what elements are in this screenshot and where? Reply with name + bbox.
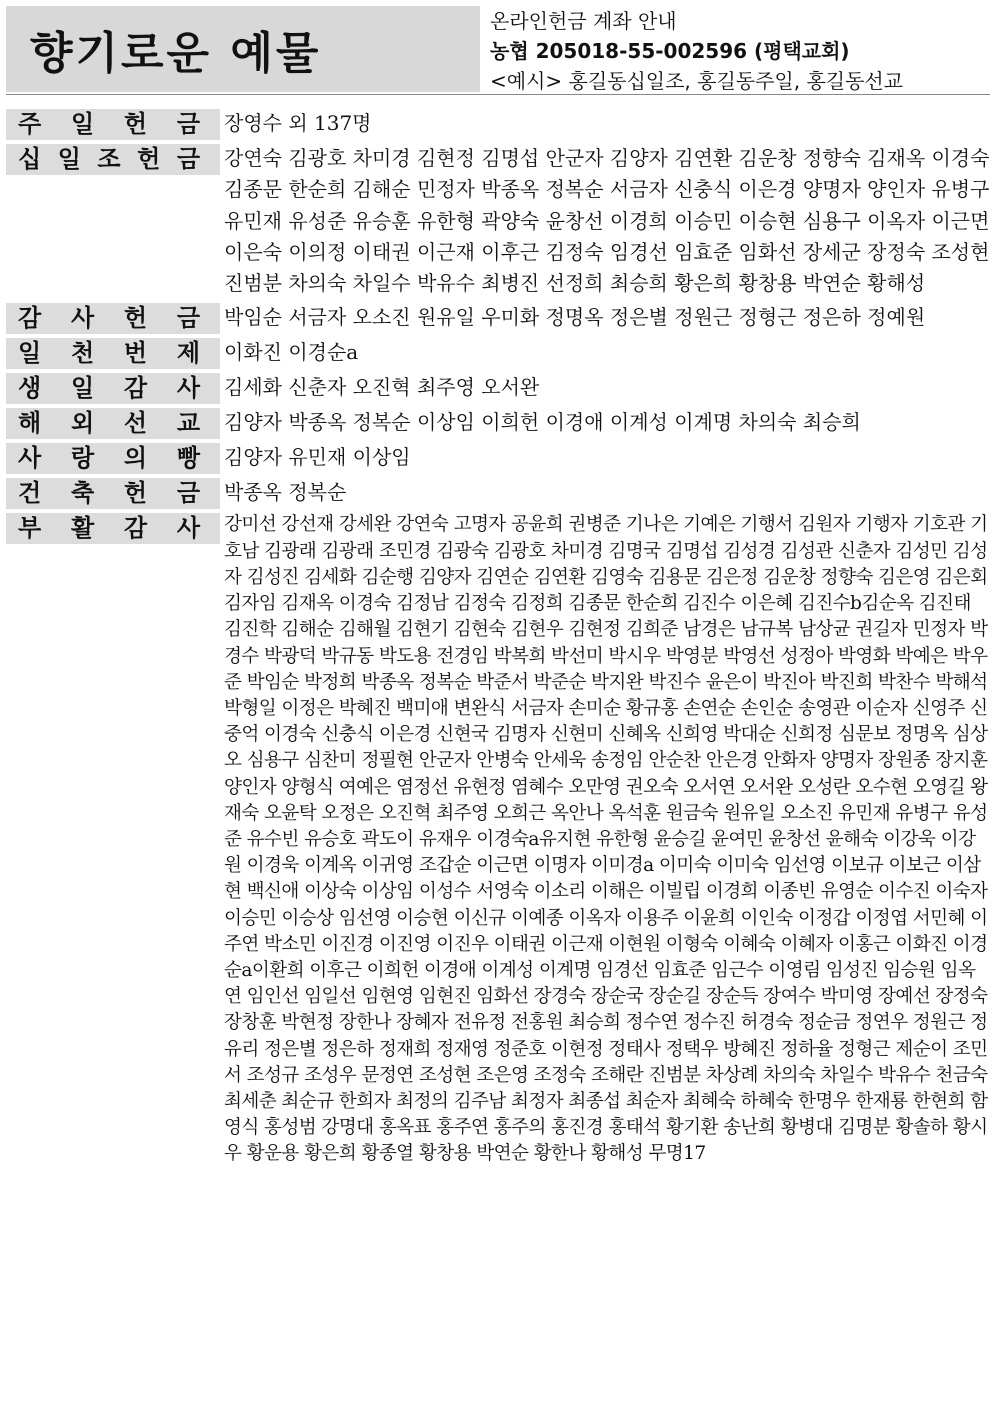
label-char: 헌 bbox=[123, 304, 148, 333]
online-offering-account-info bbox=[490, 6, 990, 96]
label-char: 주 bbox=[18, 110, 42, 138]
section-easter bbox=[6, 512, 990, 1167]
label-char: 건 bbox=[18, 479, 42, 508]
account-info-heading: 온라인헌금 계좌 안내 bbox=[490, 9, 677, 33]
section-label bbox=[6, 303, 220, 334]
section-names: 박임순 서금자 오소진 원유일 우미화 정명옥 정은별 정원근 정형근 정은하 정예원 bbox=[224, 305, 926, 330]
section-label bbox=[6, 443, 220, 474]
label-char: 십 bbox=[18, 145, 42, 173]
section-tithe bbox=[6, 143, 990, 299]
label-char: 사 bbox=[176, 514, 200, 543]
label-char: 금 bbox=[176, 110, 200, 138]
section-names: 장영수 외 137명 bbox=[224, 111, 372, 135]
label-char: 일 bbox=[70, 374, 95, 403]
section-label bbox=[6, 408, 220, 439]
section-names: 이화진 이경순a bbox=[224, 340, 359, 365]
label-char: 제 bbox=[176, 339, 200, 368]
label-char: 헌 bbox=[123, 110, 148, 138]
section-label bbox=[6, 478, 220, 509]
label-char: 사 bbox=[70, 304, 95, 333]
label-char: 조 bbox=[97, 145, 121, 173]
section-birthday bbox=[6, 372, 990, 404]
section-names: 김양자 박종옥 정복순 이상임 이희헌 이경애 이계성 이계명 차의숙 최승희 bbox=[224, 410, 861, 435]
section-label bbox=[6, 513, 220, 544]
label-char: 헌 bbox=[123, 479, 148, 508]
section-building bbox=[6, 477, 990, 509]
header-divider bbox=[6, 94, 990, 95]
label-char: 사 bbox=[18, 444, 42, 473]
label-char: 해 bbox=[18, 409, 42, 438]
label-char: 축 bbox=[70, 479, 95, 508]
account-example: <예시> 홍길동십일조, 홍길동주일, 홍길동선교 bbox=[490, 69, 904, 93]
section-label bbox=[6, 109, 220, 140]
section-thanks bbox=[6, 302, 990, 334]
label-char: 일 bbox=[57, 145, 81, 173]
label-char: 일 bbox=[18, 339, 42, 368]
label-char: 사 bbox=[176, 374, 200, 403]
label-char: 천 bbox=[70, 339, 95, 368]
offering-sections bbox=[6, 108, 990, 1168]
label-char: 랑 bbox=[70, 444, 95, 473]
label-char: 금 bbox=[176, 145, 200, 173]
section-thousand bbox=[6, 337, 990, 369]
section-names: 박종옥 정복순 bbox=[224, 480, 347, 505]
label-char: 생 bbox=[18, 374, 42, 403]
label-char: 활 bbox=[70, 514, 95, 543]
label-char: 부 bbox=[18, 514, 42, 543]
label-char: 번 bbox=[123, 339, 148, 368]
section-names: 강미선 강선재 강세완 강연숙 고명자 공윤희 권병준 기나은 기예은 기행서 김원자 기행자 기호관 기호남 김광래 김광래 조민경 김광숙 김광호 차미경 김명국 김명섭 김성경 김성관 신춘자 김성민 김성자 김성진 김세화 김순행 김양자 김연순 김연환 김영숙 김용문 김은정 김운창 정향숙 김은영 김은회 김자임 김재옥 이경숙 김정남 김정숙 김정희 김종문 한순희 김진수 이은혜 김진수b김순옥 김진태 김진학 김해순 김해월 김현기 김현숙 김현우 김현정 김희준 남경은 남규복 남상균 권길자 민정자 박경수 박광덕 박규동 박도용 전경임 박복희 박선미 박시우 박영분 박영선 성정아 박영화 박예은 박우준 박임순 박정희 박종옥 정복순 박준서 박준순 박지완 박진수 윤은이 박진아 박진희 박찬수 박해석 박형일 이정은 박혜진 백미애 변완식 서금자 손미순 황규홍 손연순 손인순 송영관 이순자 신영주 신중억 이경숙 신충식 이은경 신현국 김명자 신현미 신혜옥 신희영 박대순 신희정 심문보 정명옥 심상오 심용구 심찬미 정필현 안군자 안병숙 안세욱 송정임 안순찬 안은경 안화자 양명자 장원종 장지훈 양인자 양형식 여예은 염정선 유현정 염혜수 오만영 권오숙 오서연 오서완 오성란 오수현 오영길 왕재숙 오윤탁 오정은 오진혁 최주영 오희근 옥안나 옥석훈 원금숙 원유일 오소진 유민재 유병구 유성준 유수빈 유승호 곽도이 유재우 이경숙a유지현 유한형 윤승길 윤여민 윤창선 윤해숙 이강욱 이강원 이경욱 이계옥 이귀영 조갑순 이근면 이명자 이미경a 이미숙 이미숙 임선영 이보규 이보근 이삼현 백신애 이상숙 이상임 이성수 서영숙 이소리 이해은 이빌립 이경희 이종빈 유영순 이수진 이숙자 이승민 이승상 임선영 이승현 이신규 이예종 이옥자 이용주 이윤희 이인숙 이정갑 이정엽 서민혜 이주연 박소민 이진경 이진영 이진우 이태권 이근재 이현원 이형숙 이혜숙 이혜자 이홍근 이화진 이경순a이환희 이후근 이희헌 이경애 이계성 이계명 임경선 임효준 임근수 이영림 임성진 임승원 임옥연 임인선 임일선 임현영 임현진 임화선 장경숙 장순국 장순길 장순득 장여수 박미영 장예선 장정숙 장창훈 박현정 장한나 장혜자 전유정 전홍원 최승희 정수연 정수진 허경숙 정순금 정연우 정원근 정유리 정은별 정은하 정재희 정재영 정준호 이현정 정태사 정택우 방혜진 정하율 정형근 제순이 조민서 조성규 조성우 문정연 조성현 조은영 조정숙 조해란 진범분 차상례 차의숙 차일수 박유수 천금숙 최세춘 최순규 한희자 최정의 김주남 최정자 최종섭 최순자 최혜숙 하혜숙 한명우 한재룡 한현희 함영식 홍성범 강명대 홍옥표 홍주연 홍주의 홍진경 홍태석 황기환 송난희 황병대 김명분 황솔하 황시우 황운용 황은희 황종열 황창용 박연순 황한나 황해성 무명17 bbox=[224, 514, 988, 1165]
label-char: 교 bbox=[176, 409, 200, 438]
section-names: 김양자 유민재 이상임 bbox=[224, 445, 411, 470]
section-label bbox=[6, 338, 220, 369]
label-char: 헌 bbox=[137, 145, 161, 173]
label-char: 일 bbox=[70, 110, 95, 138]
section-mission bbox=[6, 407, 990, 439]
section-label bbox=[6, 144, 220, 175]
title-box bbox=[6, 6, 480, 92]
label-char: 외 bbox=[70, 409, 95, 438]
section-sunday bbox=[6, 108, 990, 140]
page-title: 향기로운 예물 bbox=[30, 28, 322, 79]
label-char: 금 bbox=[176, 479, 200, 508]
label-char: 빵 bbox=[176, 444, 200, 473]
label-char: 선 bbox=[123, 409, 148, 438]
account-number: 농협 205018-55-002596 (평택교회) bbox=[490, 39, 850, 63]
section-names: 김세화 신춘자 오진혁 최주영 오서완 bbox=[224, 375, 540, 400]
label-char: 감 bbox=[18, 304, 42, 333]
label-char: 감 bbox=[123, 514, 148, 543]
label-char: 금 bbox=[176, 304, 200, 333]
section-bread bbox=[6, 442, 990, 474]
label-char: 의 bbox=[123, 444, 148, 473]
section-label bbox=[6, 373, 220, 404]
label-char: 감 bbox=[123, 374, 148, 403]
section-names: 강연숙 김광호 차미경 김현정 김명섭 안군자 김양자 김연환 김운창 정향숙 김재옥 이경숙 김종문 한순희 김해순 민정자 박종옥 정복순 서금자 신충식 이은경 양명자 양인자 유병구 유민재 유성준 유승훈 유한형 곽양숙 윤창선 이경희 이승민 이승현 심용구 이옥자 이근면 이은숙 이의정 이태권 이근재 이후근 김정숙 임경선 임효준 임화선 장세군 장정숙 조성현 진범분 차의숙 차일수 박유수 최병진 선정희 최승희 황은희 황창용 박연순 황해성 bbox=[224, 146, 990, 296]
